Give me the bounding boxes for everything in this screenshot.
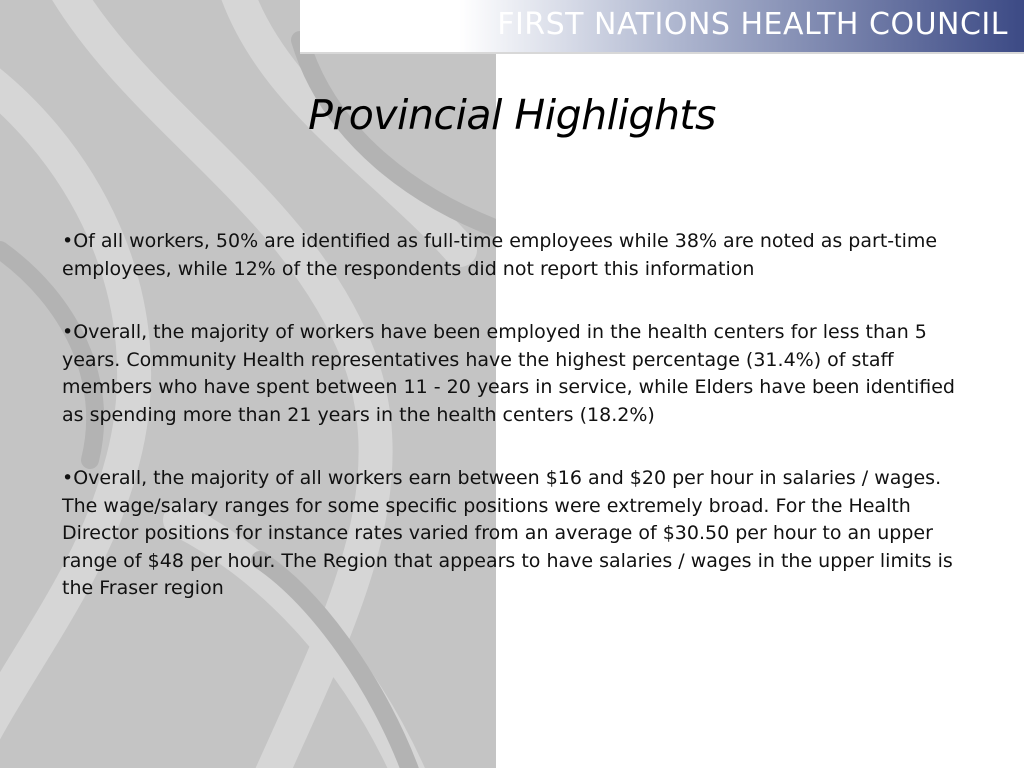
- bullet-item: •Overall, the majority of all workers earn between $16 and $20 per hour in salaries / wages. The wage/salary ranges for some specific positions were extremely broad. For the Health Director positions for instance rates varied from an average of $30.50 per hour to an upper range of $48 per hour. The Region that appears to have salaries / wages in the upper limits is the Fraser region: [62, 467, 953, 599]
- organization-name: FIRST NATIONS HEALTH COUNCIL: [497, 7, 1008, 42]
- header-banner: [300, 0, 1024, 54]
- slide-title: Provincial Highlights: [308, 91, 716, 139]
- bullet-item: •Overall, the majority of workers have been employed in the health centers for less than 5 years. Community Health representatives have the highest percentage (31.4%) of staff members who have spent between 11 - 20 years in service, while Elders have been identified as spending more than 21 years in the health centers (18.2%): [62, 321, 955, 426]
- bullet-item: •Of all workers, 50% are identified as full-time employees while 38% are noted as part-time employees, while 12% of the respondents did not report this information: [62, 230, 938, 280]
- bullet-list: [62, 228, 967, 639]
